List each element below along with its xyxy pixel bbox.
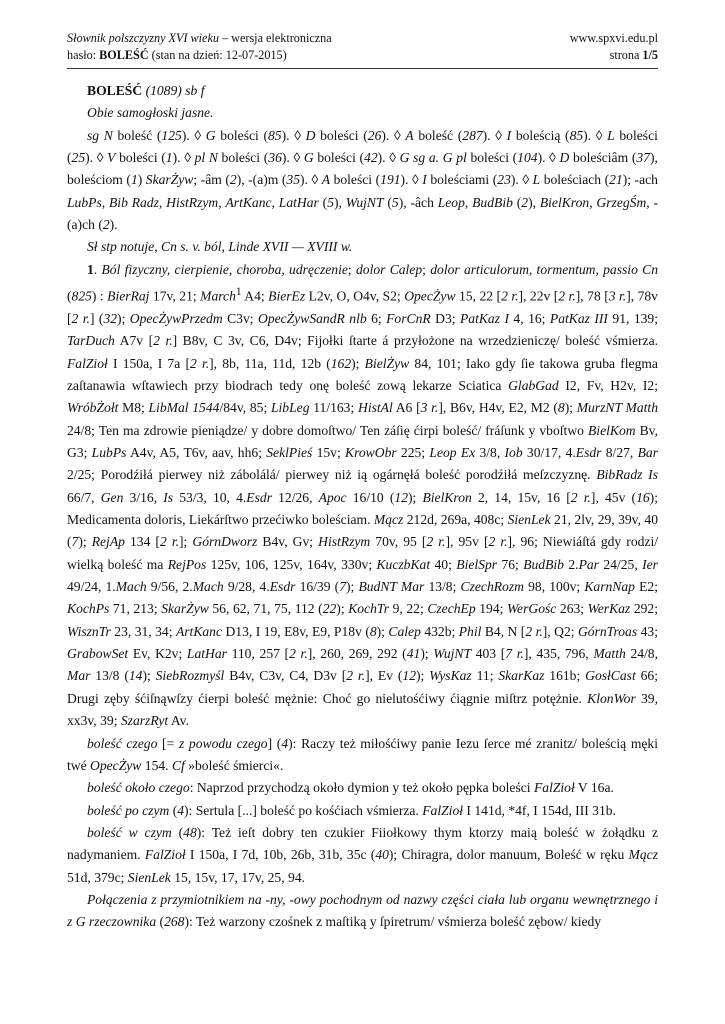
header-divider <box>67 68 658 69</box>
part-of-speech: sb f <box>185 83 205 98</box>
sense-1-paragraph: 1. Ból fizyczny, cierpienie, choroba, udręczenie; dolor Calep; dolor articulorum, tormentum, passio Cn (825) : BierRaj 17v, 21; March$^1$ A4; BierEz L2v, O, O4v, S2; OpecŻyw 15, 22 [2 r.], 22v [2 r.], 78 [3 r.], 78v [2 r.] (32); OpecŻywPrzedm C3v; OpecŻywSandR nlb 6; ForCnR D3; PatKaz I 4, 16; PatKaz III 91, 139; TarDuch A7v [2 r.] B8v, C 3v, C6, D4v; Fijołki ſtarte á przyłożone na wrzedzieniczę/ boleść vśmierza. FalZioł I 150a, I 7a [2 r.], 8b, 11a, 11d, 12b (162); BielŻyw 84, 101; Iako gdy ſie takowa gruba flegma zaſtanawia wſtawiech przy biodrach tedy onę boleść zową lekarze Sciatica GlabGad I2, Fv, H2v, I2; WróbŻołt M8; LibMal 1544/84v, 85; LibLeg 11/163; HistAl A6 [3 r.], B6v, H4v, E2, M2 (8); MurzNT Matth 24/8; Ten ma zdrowie pieniądze/ y dobre domoſtwo/ Ten záſię ćirpi boleść/ fráſunk y vboſtwo BielKom Bv, G3; LubPs A4v, A5, T6v, aav, hh6; SeklPieś 15v; KrowObr 225; Leop Ex 3/8, Iob 30/17, 4.Esdr 8/27, Bar 2/25; Porodźiłá pierwey niż zábolálá/ pierwey niż ią ogárnęłá boleść porodźiłá meſzczyznę. BibRadz Is 66/7, Gen 3/16, Is 53/3, 10, 4.Esdr 12/26, Apoc 16/10 (12); BielKron 2, 14, 15v, 16 [2 r.], 45v (16); Medicamenta doloris, Liekárſtwo przećiwko boleściam. Mącz 212d, 269a, 408c; SienLek 21, 2lv, 29, 39v, 40 (7); RejAp 134 [2 r.]; GórnDworz B4v, Gv; HistRzym 70v, 95 [2 r.], 95v [2 r.], 96; Niewiáſtá gdy rodzi/ wielką boleść ma RejPos 125v, 106, 125v, 164v, 330v; KuczbKat 40; BielSpr 76; BudBib 2.Par 24/25, Ier 49/24, 1.Mach 9/56, 2.Mach 9/28, 4.Esdr 16/39 (7); BudNT Mar 13/8; CzechRozm 98, 100v; KarnNap E2; KochPs 71, 213; SkarŻyw 56, 62, 71, 75, 112 (22); KochTr 9, 22; CzechEp 194; WerGośc 263; WerKaz 292; WisznTr 23, 31, 34; ArtKanc D13, I 19, E8v, E9, P18v (8); Calep 432b; Phil B4, N [2 r.], Q2; GórnTroas 43; GrabowSet Ev, K2v; LatHar 110, 257 [2 r.], 260, 269, 292 (41); WujNT 403 [7 r.], 435, 796, Matth 24/8, Mar 13/8 (14); SiebRozmyśl B4v, C3v, C4, D3v [2 r.], Ev (12); WysKaz 11; SkarKaz 161b; GosłCast 66; Drugi zęby śćiſnąwſzy ćierpi boleść mężnie: Choć go nielutośćiwy ćiągnie miſtrz potężnie. KlonWor 39, xx3v, 39; SzarzRyt Av. <box>67 261 659 729</box>
page-number: strona 1/5 <box>609 47 658 62</box>
usage-po-czym: boleść po czym (4): Sertula [...] boleść po kośćiach vśmierza. FalZioł I 141d, *4f, I 154d, III 31b. <box>87 802 616 818</box>
header-entry-info: hasło: BOLEŚĆ (stan na dzień: 12-07-2015) <box>67 47 287 62</box>
usage-czego: boleść czego [= z powodu czego] (4): Raczy też miłośćiwy panie Iezu ſerce mé zranitz/ boleścią męki twé OpecŻyw 154. Cf »boleść śmierci«. <box>67 735 658 773</box>
header-url[interactable]: www.spxvi.edu.pl <box>569 31 658 45</box>
entry-body <box>67 80 658 934</box>
vowels-note: Obie samogłoski jasne. <box>87 105 214 121</box>
page-header <box>67 30 658 63</box>
usage-okolo-czego: boleść około czego: Naprzod przychodzą około dymion y też około pępka boleści FalZioł V 16a. <box>87 780 614 796</box>
header-title: Słownik polszczyzny XVI wieku – wersja elektroniczna <box>67 31 332 45</box>
inflection-paragraph: sg N boleść (125). ◊ G boleści (85). ◊ D boleści (26). ◊ A boleść (287). ◊ I boleścią (85). ◊ L boleści (25). ◊ V boleści (1). ◊ pl N boleści (36). ◊ G boleści (42). ◊ G sg a. G pl boleści (104). ◊ D boleściâm (37), boleściom (1) SkarŻyw; -âm (2), -(a)m (35). ◊ A boleści (191). ◊ I boleściami (23). ◊ L boleściach (21); -ach LubPs, Bib Radz, HistRzym, ArtKanc, LatHar (5), WujNT (5), -âch Leop, BudBib (2), BielKron, GrzegŚm, -(a)ch (2). <box>67 127 659 233</box>
sources-note: Sł stp notuje, Cn s. v. ból, Linde XVII — XVIII w. <box>87 239 353 255</box>
usage-w-czym: boleść w czym (48): Też ieſt dobry ten czukier Fiiołkowy thym ktorzy maią boleść w żołądku z nadymaniem. FalZioł I 150a, I 7d, 10b, 26b, 31b, 35c (40); Chiragra, dolor manuum, Boleść w ręku Mącz 51d, 379c; SienLek 15, 15v, 17, 17v, 25, 94. <box>67 824 658 885</box>
headword: BOLEŚĆ <box>87 83 143 98</box>
occurrence-count: (1089) <box>145 83 182 98</box>
entry-paragraphs <box>67 125 658 934</box>
combinations-paragraph: Połączenia z przymiotnikiem na -ny, -owy pochodnym od nazwy części ciała lub organu wewnętrznego i z G rzeczownika (268): Też warzony czośnek z maſtiką y ſpiretrum/ vśmierza boleść zębow/ kiedy <box>67 891 658 930</box>
entry-headline <box>67 80 658 102</box>
